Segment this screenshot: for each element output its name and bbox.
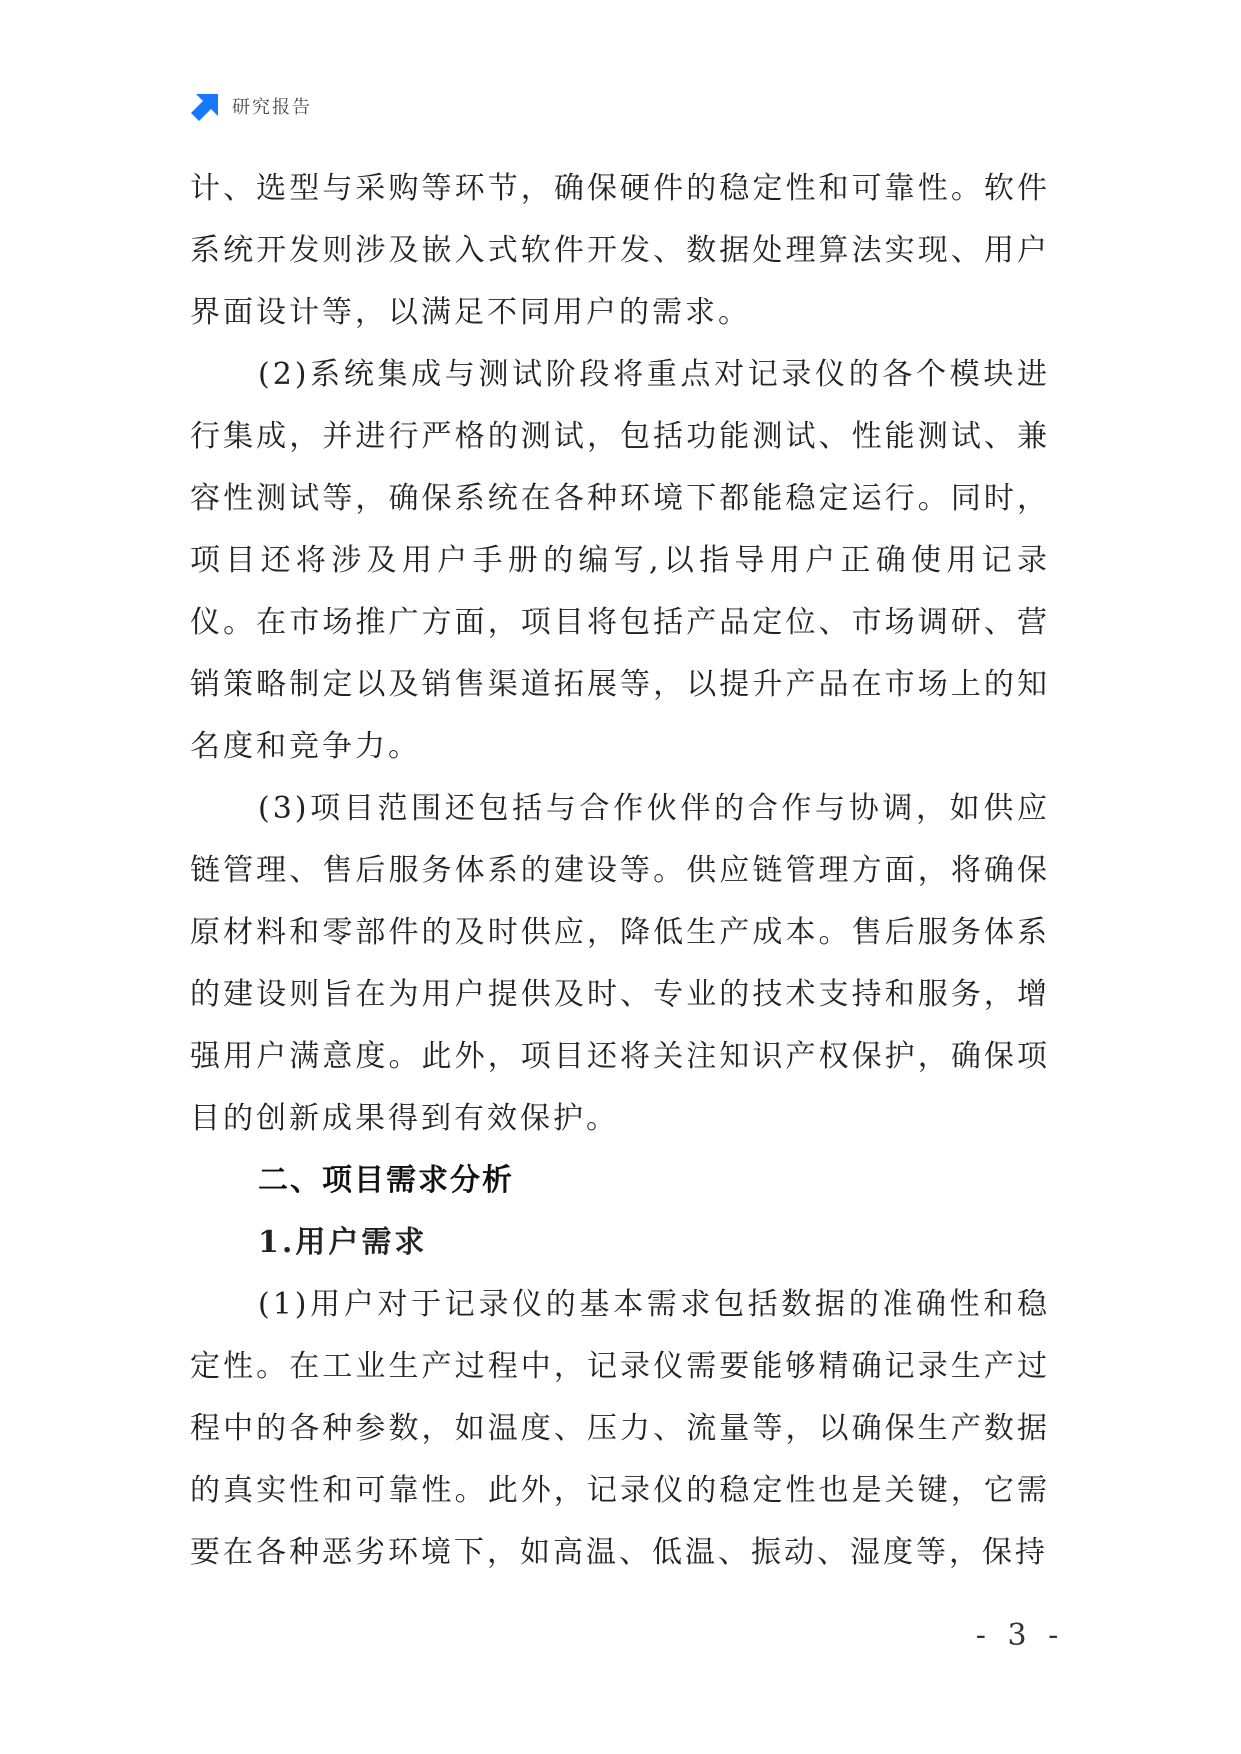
section-heading: 二、项目需求分析 <box>258 1163 514 1198</box>
page-number: - 3 - <box>975 1618 1065 1653</box>
paragraph-3: (3)项目范围还包括与合作伙伴的合作与协调，如供应链管理、售后服务体系的建设等。供应链管理方面，将确保原材料和零部件的及时供应，降低生产成本。售后服务体系的建设则旨在为用户提供及时、专业的技术支持和服务，增强用户满意度。此外，项目还将关注知识产权保护，确保项目的创新成果得到有效保护。 <box>190 791 1050 1136</box>
paragraph-2: (2)系统集成与测试阶段将重点对记录仪的各个模块进行集成，并进行严格的测试，包括功能测试、性能测试、兼容性测试等，确保系统在各种环境下都能稳定运行。同时，项目还将涉及用户手册的编写,以指导用户正确使用记录仪。在市场推广方面，项目将包括产品定位、市场调研、营销策略制定以及销售渠道拓展等，以提升产品在市场上的知名度和竞争力。 <box>190 357 1050 764</box>
document-body <box>190 158 1050 1584</box>
subsection-heading: 1.用户需求 <box>258 1225 428 1260</box>
paragraph-1: 计、选型与采购等环节，确保硬件的稳定性和可靠性。软件系统开发则涉及嵌入式软件开发、数据处理算法实现、用户界面设计等，以满足不同用户的需求。 <box>190 171 1050 330</box>
logo-arrow-icon <box>190 90 222 122</box>
paragraph-4: (1)用户对于记录仪的基本需求包括数据的准确性和稳定性。在工业生产过程中，记录仪需要能够精确记录生产过程中的各种参数，如温度、压力、流量等，以确保生产数据的真实性和可靠性。此外，记录仪的稳定性也是关键，它需要在各种恶劣环境下，如高温、低温、振动、湿度等，保持 <box>190 1287 1050 1570</box>
brand-label: 研究报告 <box>232 97 312 118</box>
page-header <box>190 88 312 124</box>
